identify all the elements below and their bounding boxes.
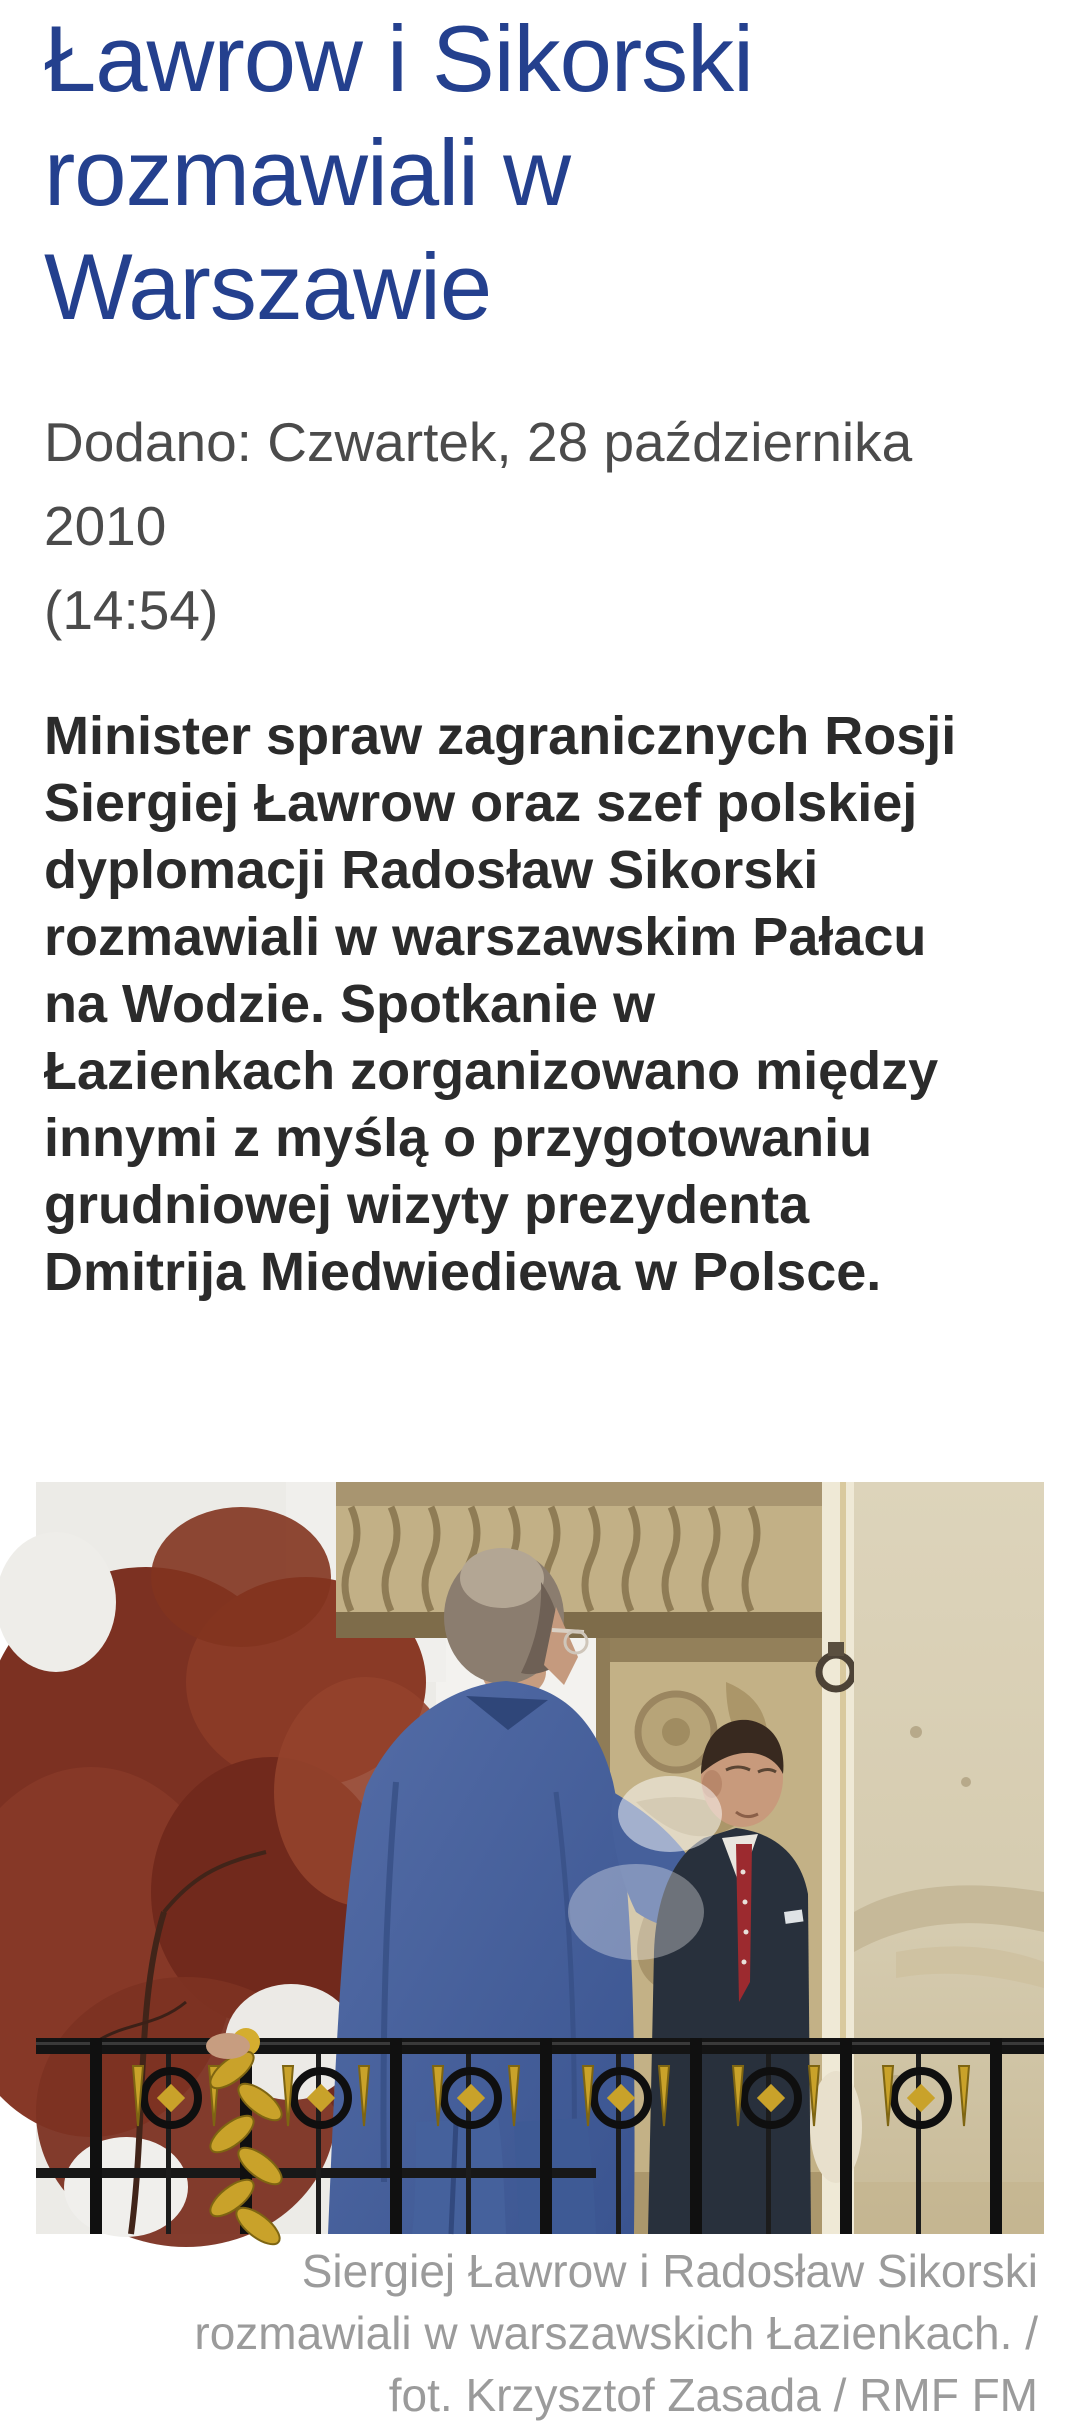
marble-wall — [854, 1482, 1044, 2234]
photo-caption: Siergiej Ławrow i Radosław Sikorski rozmawiali w warszawskich Łazienkach. / fot. Krzysztof Zasada / RMF FM — [194, 2245, 1038, 2421]
article-photo — [36, 1482, 1044, 2234]
photo-illustration — [36, 1482, 1044, 2234]
article-photo-figure — [36, 1482, 1044, 2426]
article-date: Dodano: Czwartek, 28 października 2010 (14:54) — [44, 411, 913, 641]
article-title: Ławrow i Sikorski rozmawiali w Warszawie — [44, 6, 754, 339]
hand-on-railing — [206, 2033, 250, 2059]
article-page — [0, 2, 1080, 2421]
article-lead-paragraph: Minister spraw zagranicznych Rosji Siergiej Ławrow oraz szef polskiej dyplomacji Radosław Sikorski rozmawiali w warszawskim Pałacu na Wodzie. Spotkanie w Łazienkach zorganizowano między innymi z myślą o przygotowaniu grudniowej wizyty prezydenta Dmitrija Miedwiediewa w Polsce. — [44, 706, 957, 1302]
